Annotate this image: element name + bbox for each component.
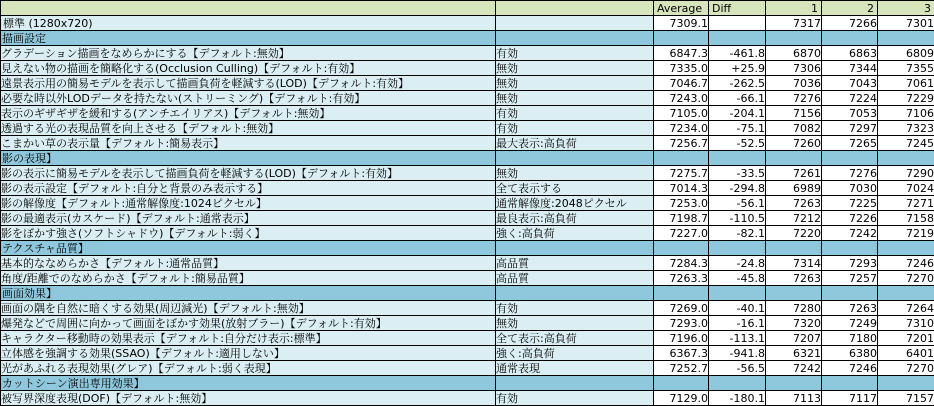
run1-cell[interactable]: 7113 <box>766 391 822 406</box>
diff-cell[interactable] <box>709 151 766 166</box>
run3-cell[interactable]: 6809 <box>878 46 934 61</box>
average-cell[interactable]: 7014.3 <box>654 181 709 196</box>
setting-label-cell[interactable]: 必要な時以外LODデータを持たない(ストリーミング)【デフォルト:有効】 <box>1 91 496 106</box>
run1-cell[interactable]: 7261 <box>766 166 822 181</box>
diff-cell[interactable]: -82.1 <box>709 226 766 241</box>
setting-value-cell[interactable] <box>496 286 654 301</box>
run3-cell[interactable]: 7061 <box>878 76 934 91</box>
run1-cell[interactable]: 7260 <box>766 136 822 151</box>
setting-label-cell[interactable]: 角度/距離でのなめらかさ【デフォルト:簡易品質】 <box>1 271 496 286</box>
run3-cell[interactable]: 7245 <box>878 136 934 151</box>
setting-row <box>1 211 934 226</box>
diff-cell[interactable]: -461.8 <box>709 46 766 61</box>
run1-cell[interactable]: 6870 <box>766 46 822 61</box>
run2-cell[interactable] <box>822 151 878 166</box>
run3-cell[interactable]: 7219 <box>878 226 934 241</box>
header-cell-diff[interactable]: Diff <box>709 1 766 16</box>
run1-cell[interactable]: 7212 <box>766 211 822 226</box>
run3-cell[interactable]: 7310 <box>878 316 934 331</box>
section-title-cell[interactable]: テクスチャ品質】 <box>1 241 496 256</box>
diff-cell[interactable]: -113.1 <box>709 331 766 346</box>
diff-cell[interactable]: -180.1 <box>709 391 766 406</box>
section-title-cell[interactable]: 描画設定 <box>1 31 496 46</box>
setting-value-cell[interactable] <box>496 241 654 256</box>
setting-row <box>1 91 934 106</box>
setting-label-cell[interactable]: 被写界深度表現(DOF)【デフォルト:無効】 <box>1 391 496 406</box>
run2-cell[interactable]: 7246 <box>822 361 878 376</box>
average-cell[interactable]: 7227.0 <box>654 226 709 241</box>
diff-cell[interactable] <box>709 241 766 256</box>
run1-cell[interactable]: 7036 <box>766 76 822 91</box>
setting-row <box>1 316 934 331</box>
setting-value-cell[interactable]: 高品質 <box>496 271 654 286</box>
setting-value-cell[interactable]: 有効 <box>496 106 654 121</box>
run1-cell[interactable]: 7082 <box>766 121 822 136</box>
setting-label-cell[interactable]: 影の最適表示(カスケード)【デフォルト:通常表示】 <box>1 211 496 226</box>
setting-label-cell[interactable]: 光があふれる表現効果(グレア)【デフォルト:弱く表現】 <box>1 361 496 376</box>
average-cell[interactable]: 7198.7 <box>654 211 709 226</box>
diff-cell[interactable]: -66.1 <box>709 91 766 106</box>
average-cell[interactable]: 7234.0 <box>654 121 709 136</box>
average-cell[interactable]: 7263.3 <box>654 271 709 286</box>
diff-cell[interactable] <box>709 286 766 301</box>
run2-cell[interactable]: 7293 <box>822 256 878 271</box>
diff-cell[interactable]: -24.8 <box>709 256 766 271</box>
setting-value-cell[interactable]: 全て表示する <box>496 181 654 196</box>
setting-row <box>1 136 934 151</box>
run3-cell[interactable]: 7271 <box>878 196 934 211</box>
setting-value-cell[interactable]: 有効 <box>496 301 654 316</box>
setting-label-cell[interactable]: 透過する光の表現品質を向上させる【デフォルト:無効】 <box>1 121 496 136</box>
run3-cell[interactable] <box>878 151 934 166</box>
run2-cell[interactable]: 7265 <box>822 136 878 151</box>
average-cell[interactable]: 7335.0 <box>654 61 709 76</box>
setting-label-cell[interactable]: 影の表示に簡易モデルを表示して描画負荷を軽減する(LOD)【デフォルト:有効】 <box>1 166 496 181</box>
run2-cell[interactable] <box>822 286 878 301</box>
setting-label-cell[interactable]: 爆発などで周囲に向かって画面をぼかす効果(放射ブラー)【デフォルト:有効】 <box>1 316 496 331</box>
setting-value-cell[interactable] <box>496 151 654 166</box>
section-row <box>1 376 934 391</box>
setting-row <box>1 256 934 271</box>
average-cell[interactable]: 7269.0 <box>654 301 709 316</box>
diff-cell[interactable] <box>709 16 766 31</box>
setting-row <box>1 61 934 76</box>
setting-value-cell[interactable]: 無効 <box>496 91 654 106</box>
run2-cell[interactable]: 7242 <box>822 226 878 241</box>
run3-cell[interactable] <box>878 241 934 256</box>
header-cell-average[interactable]: Average <box>654 1 709 16</box>
setting-value-cell[interactable]: 強く:高負荷 <box>496 226 654 241</box>
run1-cell[interactable]: 7207 <box>766 331 822 346</box>
table-body <box>1 16 934 406</box>
average-cell[interactable] <box>654 31 709 46</box>
setting-row <box>1 106 934 121</box>
diff-cell[interactable]: -52.5 <box>709 136 766 151</box>
average-cell[interactable] <box>654 286 709 301</box>
diff-cell[interactable]: -941.8 <box>709 346 766 361</box>
setting-label-cell[interactable]: 見えない物の描画を簡略化する(Occlusion Culling)【デフォルト:有効】 <box>1 61 496 76</box>
diff-cell[interactable]: -204.1 <box>709 106 766 121</box>
run1-cell[interactable]: 7220 <box>766 226 822 241</box>
setting-row <box>1 121 934 136</box>
average-cell[interactable]: 7275.7 <box>654 166 709 181</box>
section-title-cell[interactable]: 影の表現】 <box>1 151 496 166</box>
setting-row <box>1 301 934 316</box>
diff-cell[interactable]: -45.8 <box>709 271 766 286</box>
diff-cell[interactable]: -110.5 <box>709 211 766 226</box>
baseline-label-cell[interactable]: 標準 (1280x720) <box>1 16 496 31</box>
run2-cell[interactable]: 7030 <box>822 181 878 196</box>
column-header-row <box>1 1 934 16</box>
diff-cell[interactable]: -40.1 <box>709 301 766 316</box>
run1-cell[interactable]: 7263 <box>766 196 822 211</box>
setting-row <box>1 346 934 361</box>
run2-cell[interactable]: 7043 <box>822 76 878 91</box>
run3-cell[interactable]: 7229 <box>878 91 934 106</box>
setting-value-cell[interactable]: 強く:高負荷 <box>496 346 654 361</box>
run2-cell[interactable]: 7263 <box>822 301 878 316</box>
average-cell[interactable]: 7252.7 <box>654 361 709 376</box>
run3-cell[interactable]: 7246 <box>878 256 934 271</box>
setting-label-cell[interactable]: 表示のギザギザを緩和する(アンチエイリアス)【デフォルト:無効】 <box>1 106 496 121</box>
setting-label-cell[interactable]: 影の解像度【デフォルト:通常解像度:1024ピクセル】 <box>1 196 496 211</box>
setting-value-cell[interactable]: 通常解像度:2048ピクセル <box>496 196 654 211</box>
setting-row <box>1 76 934 91</box>
section-row <box>1 31 934 46</box>
setting-label-cell[interactable]: グラデーション描画をなめらかにする【デフォルト:無効】 <box>1 46 496 61</box>
setting-label-cell[interactable]: こまかい草の表示量【デフォルト:簡易表示】 <box>1 136 496 151</box>
diff-cell[interactable] <box>709 376 766 391</box>
diff-cell[interactable]: -56.1 <box>709 196 766 211</box>
run3-cell[interactable] <box>878 286 934 301</box>
header-cell-run3[interactable]: 3 <box>878 1 934 16</box>
run3-cell[interactable]: 7264 <box>878 301 934 316</box>
setting-row <box>1 391 934 406</box>
section-row <box>1 151 934 166</box>
header-cell-run1[interactable]: 1 <box>766 1 822 16</box>
run3-cell[interactable]: 7024 <box>878 181 934 196</box>
run2-cell[interactable]: 7225 <box>822 196 878 211</box>
diff-cell[interactable]: +25.9 <box>709 61 766 76</box>
setting-value-cell[interactable]: 全て表示:高負荷 <box>496 331 654 346</box>
diff-cell[interactable]: -262.5 <box>709 76 766 91</box>
diff-cell[interactable]: -33.5 <box>709 166 766 181</box>
average-cell[interactable]: 7046.7 <box>654 76 709 91</box>
average-cell[interactable]: 6367.3 <box>654 346 709 361</box>
diff-cell[interactable] <box>709 31 766 46</box>
run1-cell[interactable]: 7320 <box>766 316 822 331</box>
setting-value-cell[interactable]: 無効 <box>496 76 654 91</box>
average-cell[interactable]: 7129.0 <box>654 391 709 406</box>
run1-cell[interactable]: 7314 <box>766 256 822 271</box>
diff-cell[interactable]: -56.5 <box>709 361 766 376</box>
run1-cell[interactable]: 7280 <box>766 301 822 316</box>
run1-cell[interactable] <box>766 241 822 256</box>
header-cell-run2[interactable]: 2 <box>822 1 878 16</box>
diff-cell[interactable]: -75.1 <box>709 121 766 136</box>
average-cell[interactable] <box>654 376 709 391</box>
run2-cell[interactable] <box>822 376 878 391</box>
run2-cell[interactable]: 7249 <box>822 316 878 331</box>
section-row <box>1 241 934 256</box>
setting-value-cell[interactable] <box>496 31 654 46</box>
header-cell-value[interactable] <box>496 1 654 16</box>
run3-cell[interactable]: 7301 <box>878 16 934 31</box>
run3-cell[interactable]: 7323 <box>878 121 934 136</box>
setting-value-cell[interactable] <box>496 16 654 31</box>
setting-label-cell[interactable]: 基本的ななめらかさ【デフォルト:通常品質】 <box>1 256 496 271</box>
average-cell[interactable]: 7253.0 <box>654 196 709 211</box>
run1-cell[interactable] <box>766 151 822 166</box>
average-cell[interactable]: 7105.0 <box>654 106 709 121</box>
setting-row <box>1 181 934 196</box>
average-cell[interactable]: 7256.7 <box>654 136 709 151</box>
setting-value-cell[interactable]: 有効 <box>496 46 654 61</box>
run1-cell[interactable]: 7242 <box>766 361 822 376</box>
diff-cell[interactable]: -294.8 <box>709 181 766 196</box>
run2-cell[interactable] <box>822 241 878 256</box>
run1-cell[interactable]: 7317 <box>766 16 822 31</box>
section-title-cell[interactable]: 画面効果】 <box>1 286 496 301</box>
average-cell[interactable] <box>654 241 709 256</box>
setting-row <box>1 361 934 376</box>
run3-cell[interactable]: 6401 <box>878 346 934 361</box>
setting-label-cell[interactable]: 画面の隅を自然に暗くする効果(周辺減光)【デフォルト:無効】 <box>1 301 496 316</box>
run1-cell[interactable]: 7156 <box>766 106 822 121</box>
setting-label-cell[interactable]: 影をぼかす強さ(ソフトシャドウ)【デフォルト:弱く】 <box>1 226 496 241</box>
run2-cell[interactable]: 7117 <box>822 391 878 406</box>
run1-cell[interactable]: 6321 <box>766 346 822 361</box>
setting-label-cell[interactable]: 影の表示設定【デフォルト:自分と背景のみ表示する】 <box>1 181 496 196</box>
run3-cell[interactable]: 7106 <box>878 106 934 121</box>
run3-cell[interactable] <box>878 376 934 391</box>
run3-cell[interactable]: 7355 <box>878 61 934 76</box>
average-cell[interactable]: 6847.3 <box>654 46 709 61</box>
setting-value-cell[interactable]: 高品質 <box>496 256 654 271</box>
average-cell[interactable]: 7196.0 <box>654 331 709 346</box>
run2-cell[interactable]: 6863 <box>822 46 878 61</box>
run1-cell[interactable] <box>766 376 822 391</box>
run2-cell[interactable] <box>822 31 878 46</box>
setting-label-cell[interactable]: 立体感を強調する効果(SSAO)【デフォルト:適用しない】 <box>1 346 496 361</box>
run1-cell[interactable] <box>766 31 822 46</box>
diff-cell[interactable]: -16.1 <box>709 316 766 331</box>
run3-cell[interactable]: 7158 <box>878 211 934 226</box>
run2-cell[interactable]: 7053 <box>822 106 878 121</box>
run2-cell[interactable]: 7224 <box>822 91 878 106</box>
header-cell-setting[interactable] <box>1 1 496 16</box>
setting-value-cell[interactable]: 有効 <box>496 391 654 406</box>
run2-cell[interactable]: 7344 <box>822 61 878 76</box>
run1-cell[interactable]: 7306 <box>766 61 822 76</box>
run1-cell[interactable]: 6989 <box>766 181 822 196</box>
run3-cell[interactable]: 7201 <box>878 331 934 346</box>
setting-value-cell[interactable]: 無効 <box>496 316 654 331</box>
section-row <box>1 286 934 301</box>
run1-cell[interactable] <box>766 286 822 301</box>
run2-cell[interactable]: 7180 <box>822 331 878 346</box>
run2-cell[interactable]: 7257 <box>822 271 878 286</box>
setting-label-cell[interactable]: キャラクター移動時の効果表示【デフォルト:自分だけ表示:標準】 <box>1 331 496 346</box>
setting-value-cell[interactable]: 無効 <box>496 166 654 181</box>
run3-cell[interactable]: 7290 <box>878 166 934 181</box>
average-cell[interactable]: 7243.0 <box>654 91 709 106</box>
run2-cell[interactable]: 7226 <box>822 211 878 226</box>
setting-row <box>1 271 934 286</box>
setting-value-cell[interactable]: 最良表示:高負荷 <box>496 211 654 226</box>
run3-cell[interactable]: 7270 <box>878 271 934 286</box>
setting-value-cell[interactable]: 有効 <box>496 121 654 136</box>
run2-cell[interactable]: 7276 <box>822 166 878 181</box>
run1-cell[interactable]: 7276 <box>766 91 822 106</box>
average-cell[interactable]: 7293.0 <box>654 316 709 331</box>
run1-cell[interactable]: 7263 <box>766 271 822 286</box>
baseline-row <box>1 16 934 31</box>
setting-row <box>1 46 934 61</box>
average-cell[interactable] <box>654 151 709 166</box>
average-cell[interactable]: 7309.1 <box>654 16 709 31</box>
setting-row <box>1 226 934 241</box>
setting-row <box>1 196 934 211</box>
run2-cell[interactable]: 7297 <box>822 121 878 136</box>
setting-row <box>1 331 934 346</box>
setting-value-cell[interactable]: 最大表示:高負荷 <box>496 136 654 151</box>
setting-value-cell[interactable] <box>496 376 654 391</box>
run3-cell[interactable]: 7157 <box>878 391 934 406</box>
average-cell[interactable]: 7284.3 <box>654 256 709 271</box>
run3-cell[interactable]: 7270 <box>878 361 934 376</box>
run2-cell[interactable]: 7266 <box>822 16 878 31</box>
setting-label-cell[interactable]: 遠景表示用の簡易モデルを表示して描画負荷を軽減する(LOD)【デフォルト:有効】 <box>1 76 496 91</box>
section-title-cell[interactable]: カットシーン演出専用効果】 <box>1 376 496 391</box>
setting-value-cell[interactable]: 通常表現 <box>496 361 654 376</box>
run2-cell[interactable]: 6380 <box>822 346 878 361</box>
setting-value-cell[interactable]: 無効 <box>496 61 654 76</box>
run3-cell[interactable] <box>878 31 934 46</box>
setting-row <box>1 166 934 181</box>
